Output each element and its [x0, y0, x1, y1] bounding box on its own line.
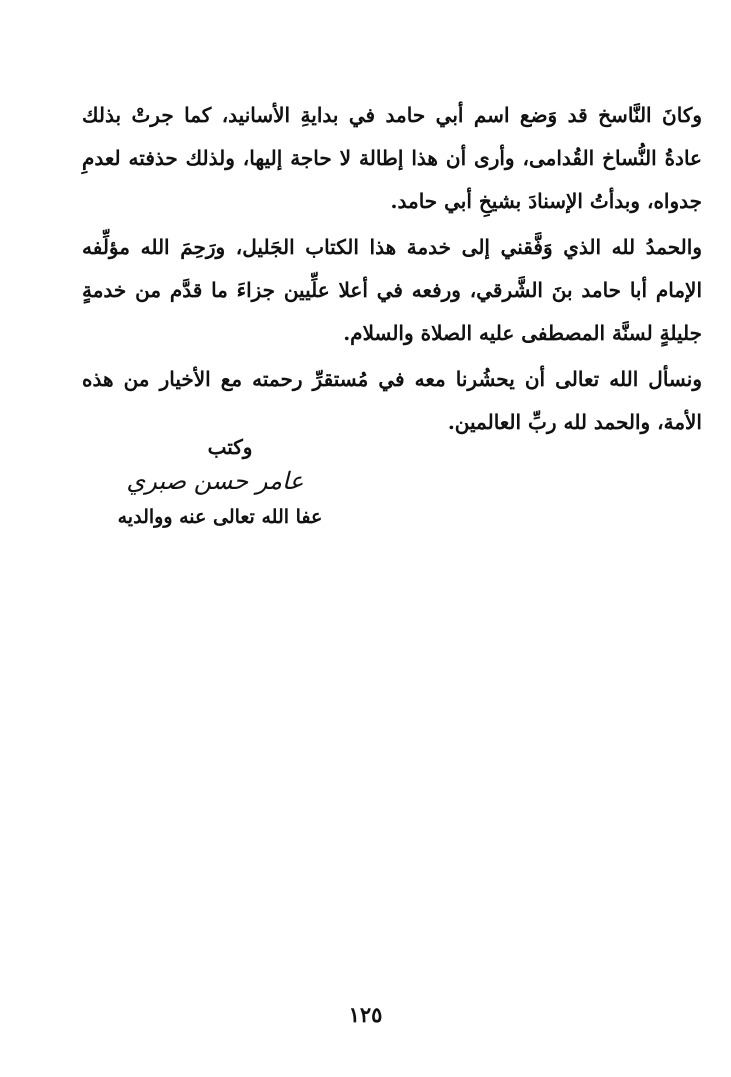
paragraph-praise: والحمدُ لله الذي وَفَّقني إلى خدمة هذا الكتاب الجَليل، ورَحِمَ الله مؤلِّفه الإمام أبا حامد بنَ الشَّرقي، ورفعه في أعلا علِّيين جزاءَ ما قدَّم من خدمةٍ جليلةٍ لسنَّة المصطفى عليه الصلاة والسلام. [82, 235, 702, 345]
signature-name: عامر حسن صبري [126, 467, 304, 495]
signature-block [100, 432, 340, 534]
page-number: ١٢٥ [348, 1002, 383, 1027]
paragraph-supplication: ونسأل الله تعالى أن يحشُرنا معه في مُستقرِّ رحمته مع الأخيار من هذه الأمة، والحمد لله ربِّ العالمين. [82, 367, 702, 434]
signature-written-by: وكتب [207, 435, 253, 459]
signature-prayer: عفا الله تعالى عنه ووالديه [117, 506, 323, 528]
paragraph-copyist-note: وكانَ النَّاسخ قد وَضع اسم أبي حامد في بدايةِ الأسانيد، كما جرتْ بذلك عادةُ النُّساخ القُدامى، وأرى أن هذا إطالة لا حاجة إليها، ولذلك حذفته لعدمِ جدواه، وبدأتُ الإسنادَ بشيخِ أبي حامد. [82, 103, 702, 213]
